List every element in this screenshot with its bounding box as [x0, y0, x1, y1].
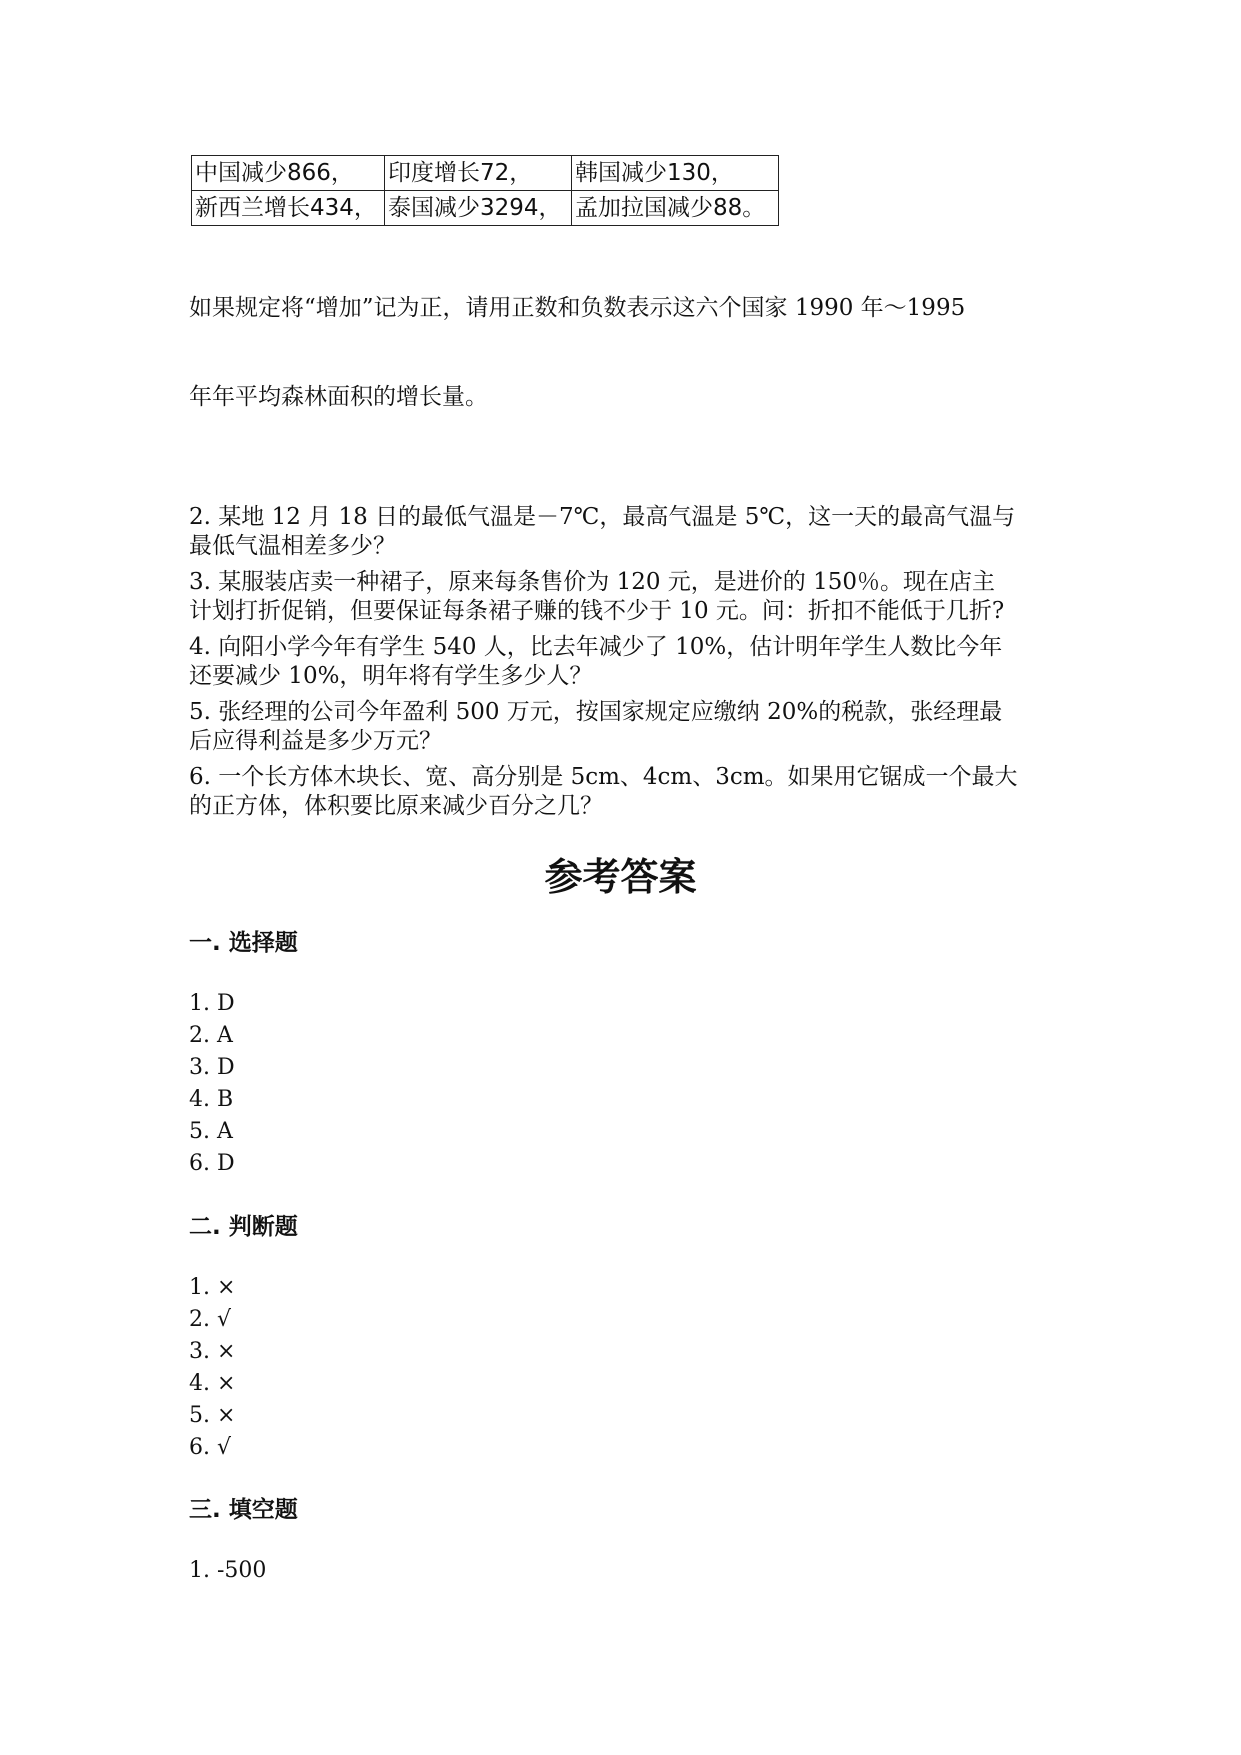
answer-item: 1. -500	[189, 1558, 267, 1583]
section-heading: 三. 填空题	[189, 1497, 298, 1523]
answer-item: 1. ×	[189, 1275, 236, 1300]
problem-line: 计划打折促销，但要保证每条裙子赚的钱不少于 10 元。问：折扣不能低于几折?	[189, 598, 1005, 624]
answer-item: 5. A	[189, 1119, 233, 1144]
question1-line2: 年年平均森林面积的增长量。	[189, 384, 488, 410]
answer-title: 参考答案	[544, 855, 697, 899]
answer-item: 5. ×	[189, 1403, 236, 1428]
table-cell: 中国减少866，	[192, 156, 385, 191]
table-cell: 孟加拉国减少88。	[572, 191, 779, 226]
problem-line: 3. 某服装店卖一种裙子，原来每条售价为 120 元，是进价的 150％。现在店主	[189, 569, 995, 595]
problem-line: 还要减少 10%，明年将有学生多少人？	[189, 663, 593, 689]
answer-item: 3. ×	[189, 1339, 236, 1364]
section-heading: 一. 选择题	[189, 930, 298, 956]
answer-item: 3. D	[189, 1055, 235, 1080]
answer-item: 2. A	[189, 1023, 233, 1048]
answer-item: 2. √	[189, 1307, 232, 1332]
problem-line: 最低气温相差多少？	[189, 533, 396, 559]
question1-line1: 如果规定将“增加”记为正，请用正数和负数表示这六个国家 1990 年～1995	[189, 295, 966, 321]
problem-line: 后应得利益是多少万元？	[189, 728, 442, 754]
problem-line: 6. 一个长方体木块长、宽、高分别是 5cm、4cm、3cm。如果用它锯成一个最大	[189, 764, 1018, 790]
forest-change-table	[191, 155, 779, 226]
table-row	[192, 191, 779, 226]
table-cell: 印度增长72，	[385, 156, 572, 191]
problem-line: 5. 张经理的公司今年盈利 500 万元，按国家规定应缴纳 20%的税款，张经理最	[189, 699, 1003, 725]
problem-line: 2. 某地 12 月 18 日的最低气温是－7℃，最高气温是 5℃，这一天的最高气温与	[189, 504, 1016, 530]
problem-line: 4. 向阳小学今年有学生 540 人，比去年减少了 10%，估计明年学生人数比今年	[189, 634, 1003, 660]
table-cell: 新西兰增长434，	[192, 191, 385, 226]
section-heading: 二. 判断题	[189, 1214, 298, 1240]
answer-item: 1. D	[189, 991, 235, 1016]
table-cell: 韩国减少130，	[572, 156, 779, 191]
answer-item: 6. √	[189, 1435, 232, 1460]
answer-item: 4. ×	[189, 1371, 236, 1396]
problem-line: 的正方体，体积要比原来减少百分之几？	[189, 793, 603, 819]
table-cell: 泰国减少3294，	[385, 191, 572, 226]
table-row	[192, 156, 779, 191]
answer-item: 4. B	[189, 1087, 234, 1112]
answer-item: 6. D	[189, 1151, 235, 1176]
